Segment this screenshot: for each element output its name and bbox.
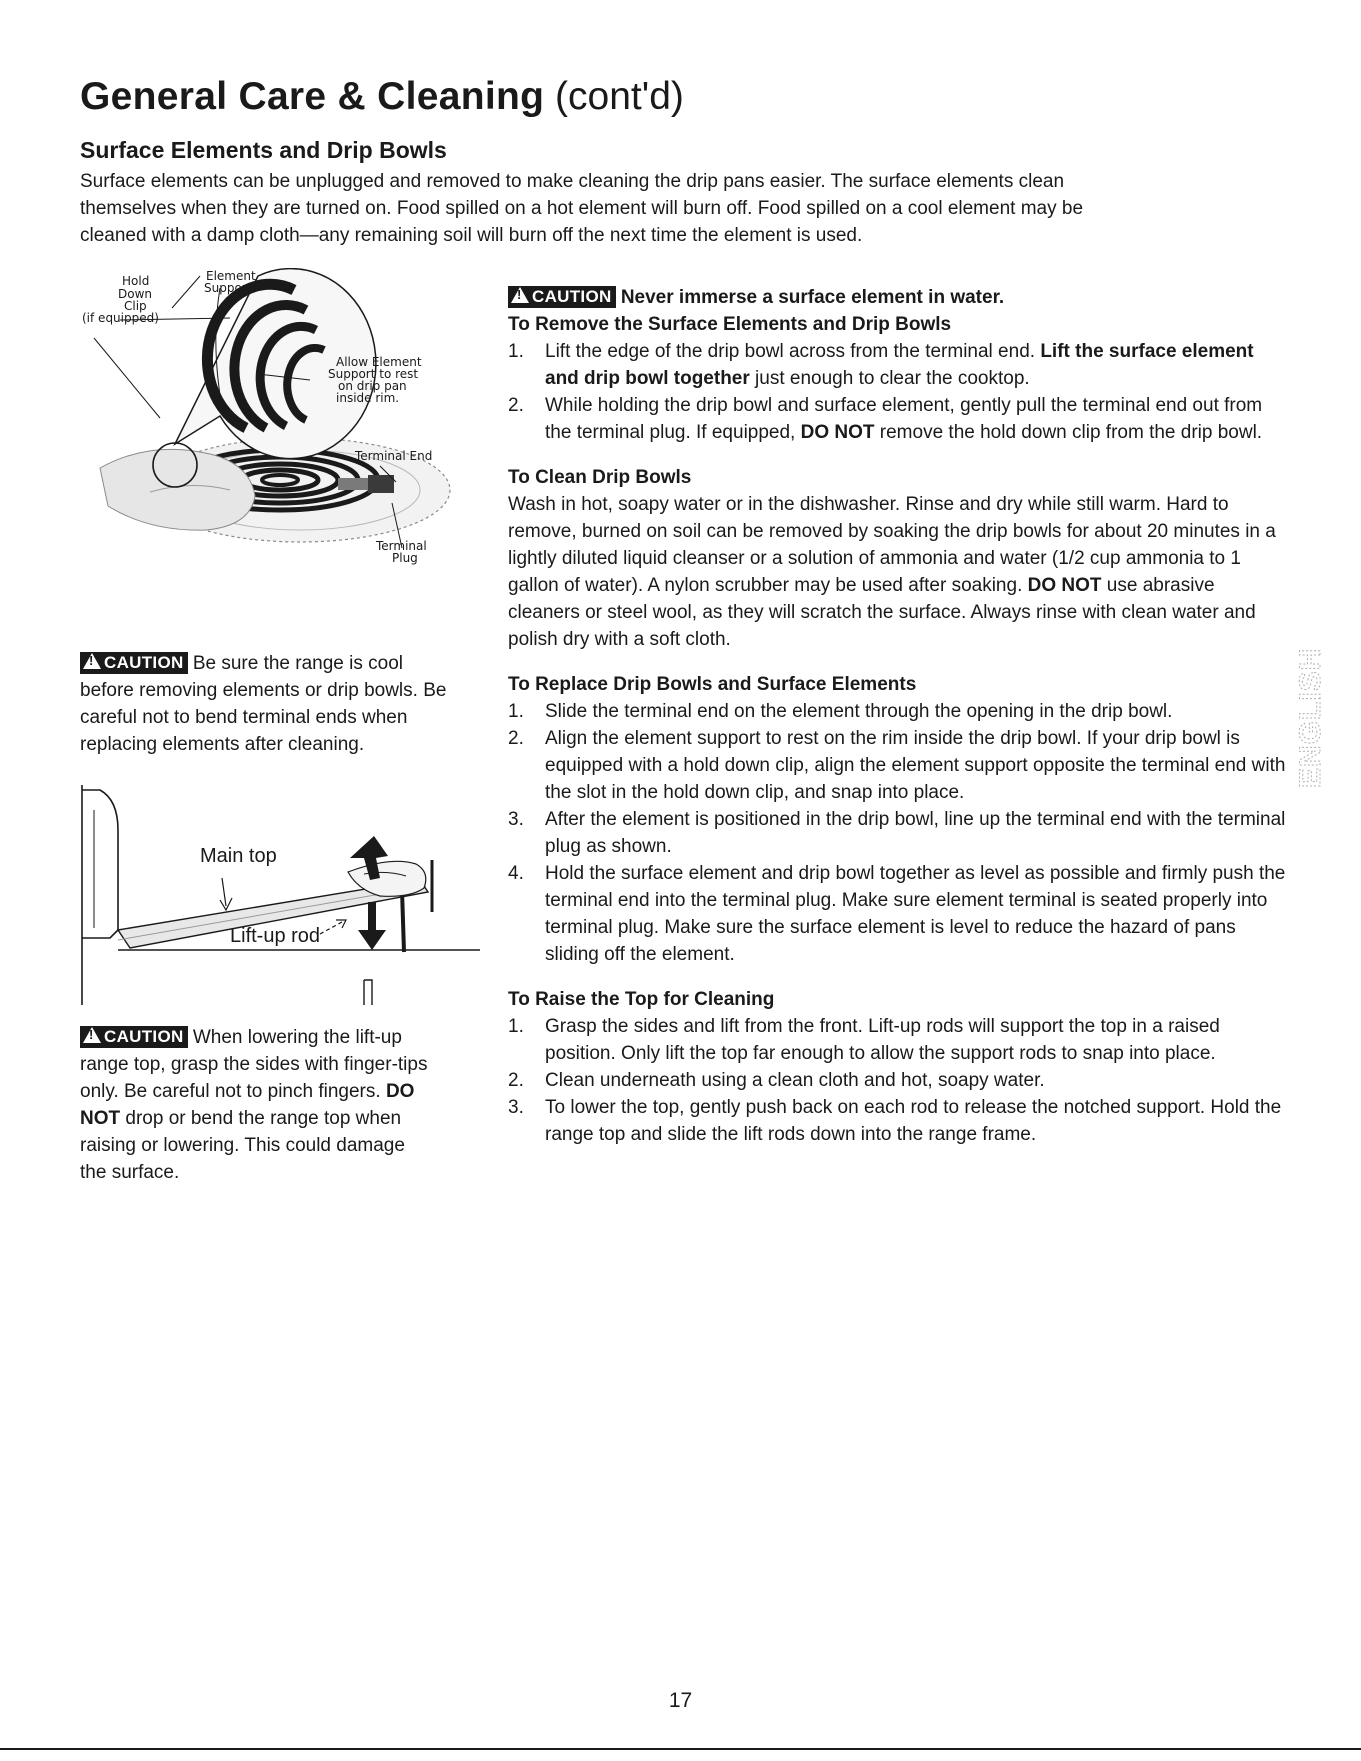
caution-badge (80, 1026, 188, 1048)
caution-badge (80, 652, 188, 674)
label-lift-up-rod: Lift-up rod (230, 925, 321, 947)
step-number: 1. (508, 341, 524, 362)
page-title-main: General Care & Cleaning (80, 75, 545, 118)
bottom-divider (0, 1748, 1361, 1750)
label-hold-down-clip: Hold (122, 274, 150, 288)
intro-paragraph (80, 168, 1280, 249)
label-hold-down-clip: Clip (124, 299, 147, 313)
raise-top-heading: To Raise the Top for Cleaning (508, 989, 775, 1010)
list-item (508, 1013, 1288, 1067)
paragraph-part: use abrasive cleaners or steel wool, as they will scratch the surface. Always rinse with clean water and polish dry with a soft cloth. (508, 575, 1256, 650)
step-number: 1. (508, 701, 524, 722)
label-element-support: Support (204, 281, 252, 295)
surface-element-illustration (80, 268, 480, 638)
step-text: To lower the top, gently push back on each rod to release the notched support. Hold the range top and slide the lift rods down into the range frame. (545, 1097, 1282, 1145)
remove-elements-heading: To Remove the Surface Elements and Drip Bowls (508, 314, 952, 335)
warning-triangle-icon (511, 287, 529, 303)
step-text: After the element is positioned in the drip bowl, line up the terminal end with the terminal plug as shown. (545, 809, 1286, 857)
immerse-warning (508, 284, 1288, 311)
caution-text: drop or bend the range top when (120, 1108, 402, 1129)
clean-drip-bowls-text (508, 491, 1288, 653)
step-text-part: Lift the edge of the drip bowl across from the terminal end. (545, 341, 1041, 362)
caution-note-cool-range (80, 650, 480, 758)
caution-text: before removing elements or drip bowls. Be (80, 680, 447, 701)
lift-up-range-top-illustration (80, 780, 480, 1005)
replace-steps-list (508, 698, 1288, 968)
step-number: 2. (508, 1070, 524, 1091)
paragraph-part: Wash in hot, soapy water or in the dishwasher. Rinse and dry while still warm. Hard to remove, burned on soil can be removed by soaking the drip bowls for about 20 minutes in a lightly diluted liquid cleanser or a solution of ammonia and water (1/2 cup ammonia to 1 gallon of water). A nylon scrubber may be used after soaking. (508, 494, 1276, 596)
caution-text: raising or lowering. This could damage (80, 1135, 405, 1156)
label-hold-down-clip: (if equipped) (82, 311, 159, 325)
list-item (508, 338, 1288, 392)
list-item (508, 1094, 1288, 1148)
label-terminal-plug: Plug (392, 551, 418, 565)
label-terminal-plug: Terminal (376, 539, 427, 553)
step-text: Clean underneath using a clean cloth and hot, soapy water. (545, 1070, 1045, 1091)
step-text (545, 392, 1288, 446)
caution-badge-label: CAUTION (532, 287, 612, 306)
warning-triangle-icon (83, 1027, 101, 1043)
step-emphasis: DO NOT (800, 422, 875, 443)
label-allow-element: Allow Element (336, 355, 422, 369)
label-main-top: Main top (200, 845, 277, 867)
step-text-part: While holding the drip bowl and surface element, gently pull the terminal end out from the terminal plug. If equipped, (545, 395, 1263, 443)
language-side-text: ENGLISH (1294, 647, 1327, 788)
intro-line: themselves when they are turned on. Food spilled on a hot element will burn off. Food spilled on a cool element may be (80, 198, 1084, 219)
list-item (508, 860, 1288, 968)
caution-text: Be sure the range is cool (192, 653, 404, 674)
page-title-suffix: (cont'd) (544, 75, 684, 118)
caution-emphasis: NOT (80, 1108, 121, 1129)
caution-text: When lowering the lift-up (192, 1027, 402, 1048)
label-allow-element: Support to rest (328, 367, 419, 381)
step-number: 1. (508, 1016, 524, 1037)
caution-text: careful not to bend terminal ends when (80, 707, 408, 728)
warning-triangle-icon (83, 653, 101, 669)
section-title: Surface Elements and Drip Bowls (80, 137, 447, 163)
page-title (80, 74, 684, 120)
step-text: Align the element support to rest on the rim inside the drip bowl. If your drip bowl is equipped with a hold down clip, align the element support opposite the terminal end with the slot in the hold down clip, and snap into place. (545, 728, 1286, 803)
step-number: 3. (508, 1097, 524, 1118)
immerse-warning-text: Never immerse a surface element in water. (620, 287, 1005, 308)
caution-text: the surface. (80, 1162, 180, 1183)
step-text-part: just enough to clear the cooktop. (749, 368, 1030, 389)
label-allow-element: inside rim. (336, 391, 400, 405)
caution-text: replacing elements after cleaning. (80, 734, 365, 755)
step-text: Grasp the sides and lift from the front. Lift-up rods will support the top in a raised position. Only lift the top far enough to allow the support rods to snap into place. (545, 1016, 1220, 1064)
intro-line: Surface elements can be unplugged and removed to make cleaning the drip pans easier. The surface elements clean (80, 171, 1065, 192)
list-item (508, 806, 1288, 860)
language-side-tab (1290, 630, 1334, 790)
caution-badge-label: CAUTION (104, 1027, 184, 1046)
caution-emphasis: DO (385, 1081, 415, 1102)
caution-badge (508, 286, 616, 308)
label-allow-element: on drip pan (338, 379, 407, 393)
list-item (508, 392, 1288, 446)
label-element-support: Element (206, 269, 256, 283)
label-hold-down-clip: Down (118, 287, 153, 301)
replace-drip-bowls-heading: To Replace Drip Bowls and Surface Elements (508, 674, 917, 695)
step-number: 2. (508, 728, 524, 749)
caution-text: range top, grasp the sides with finger-tips (80, 1054, 428, 1075)
clean-drip-bowls-heading: To Clean Drip Bowls (508, 467, 692, 488)
list-item (508, 1067, 1288, 1094)
step-emphasis: Lift the surface element and drip bowl together (545, 341, 1254, 389)
step-text: Hold the surface element and drip bowl together as level as possible and firmly push the terminal end into the terminal plug. Make sure element terminal is seated properly into terminal plug. Make sure the surface element is level to reduce the hazard of pans sliding off the element. (545, 863, 1286, 965)
step-number: 4. (508, 863, 524, 884)
caution-note-lift-top (80, 1024, 480, 1186)
remove-steps-list (508, 338, 1288, 446)
step-text (545, 338, 1288, 392)
label-terminal-end: Terminal End (355, 449, 433, 463)
raise-steps-list (508, 1013, 1288, 1148)
caution-text: only. Be careful not to pinch fingers. (80, 1081, 386, 1102)
list-item (508, 698, 1288, 725)
paragraph-emphasis: DO NOT (1027, 575, 1102, 596)
step-number: 2. (508, 395, 524, 416)
page-number: 17 (668, 1689, 693, 1712)
intro-line: cleaned with a damp cloth—any remaining soil will burn off the next time the element is used. (80, 225, 863, 246)
list-item (508, 725, 1288, 806)
right-column (508, 284, 1288, 1148)
caution-badge-label: CAUTION (104, 653, 184, 672)
step-text: Slide the terminal end on the element through the opening in the drip bowl. (545, 701, 1173, 722)
step-number: 3. (508, 809, 524, 830)
step-text-part: remove the hold down clip from the drip bowl. (874, 422, 1263, 443)
